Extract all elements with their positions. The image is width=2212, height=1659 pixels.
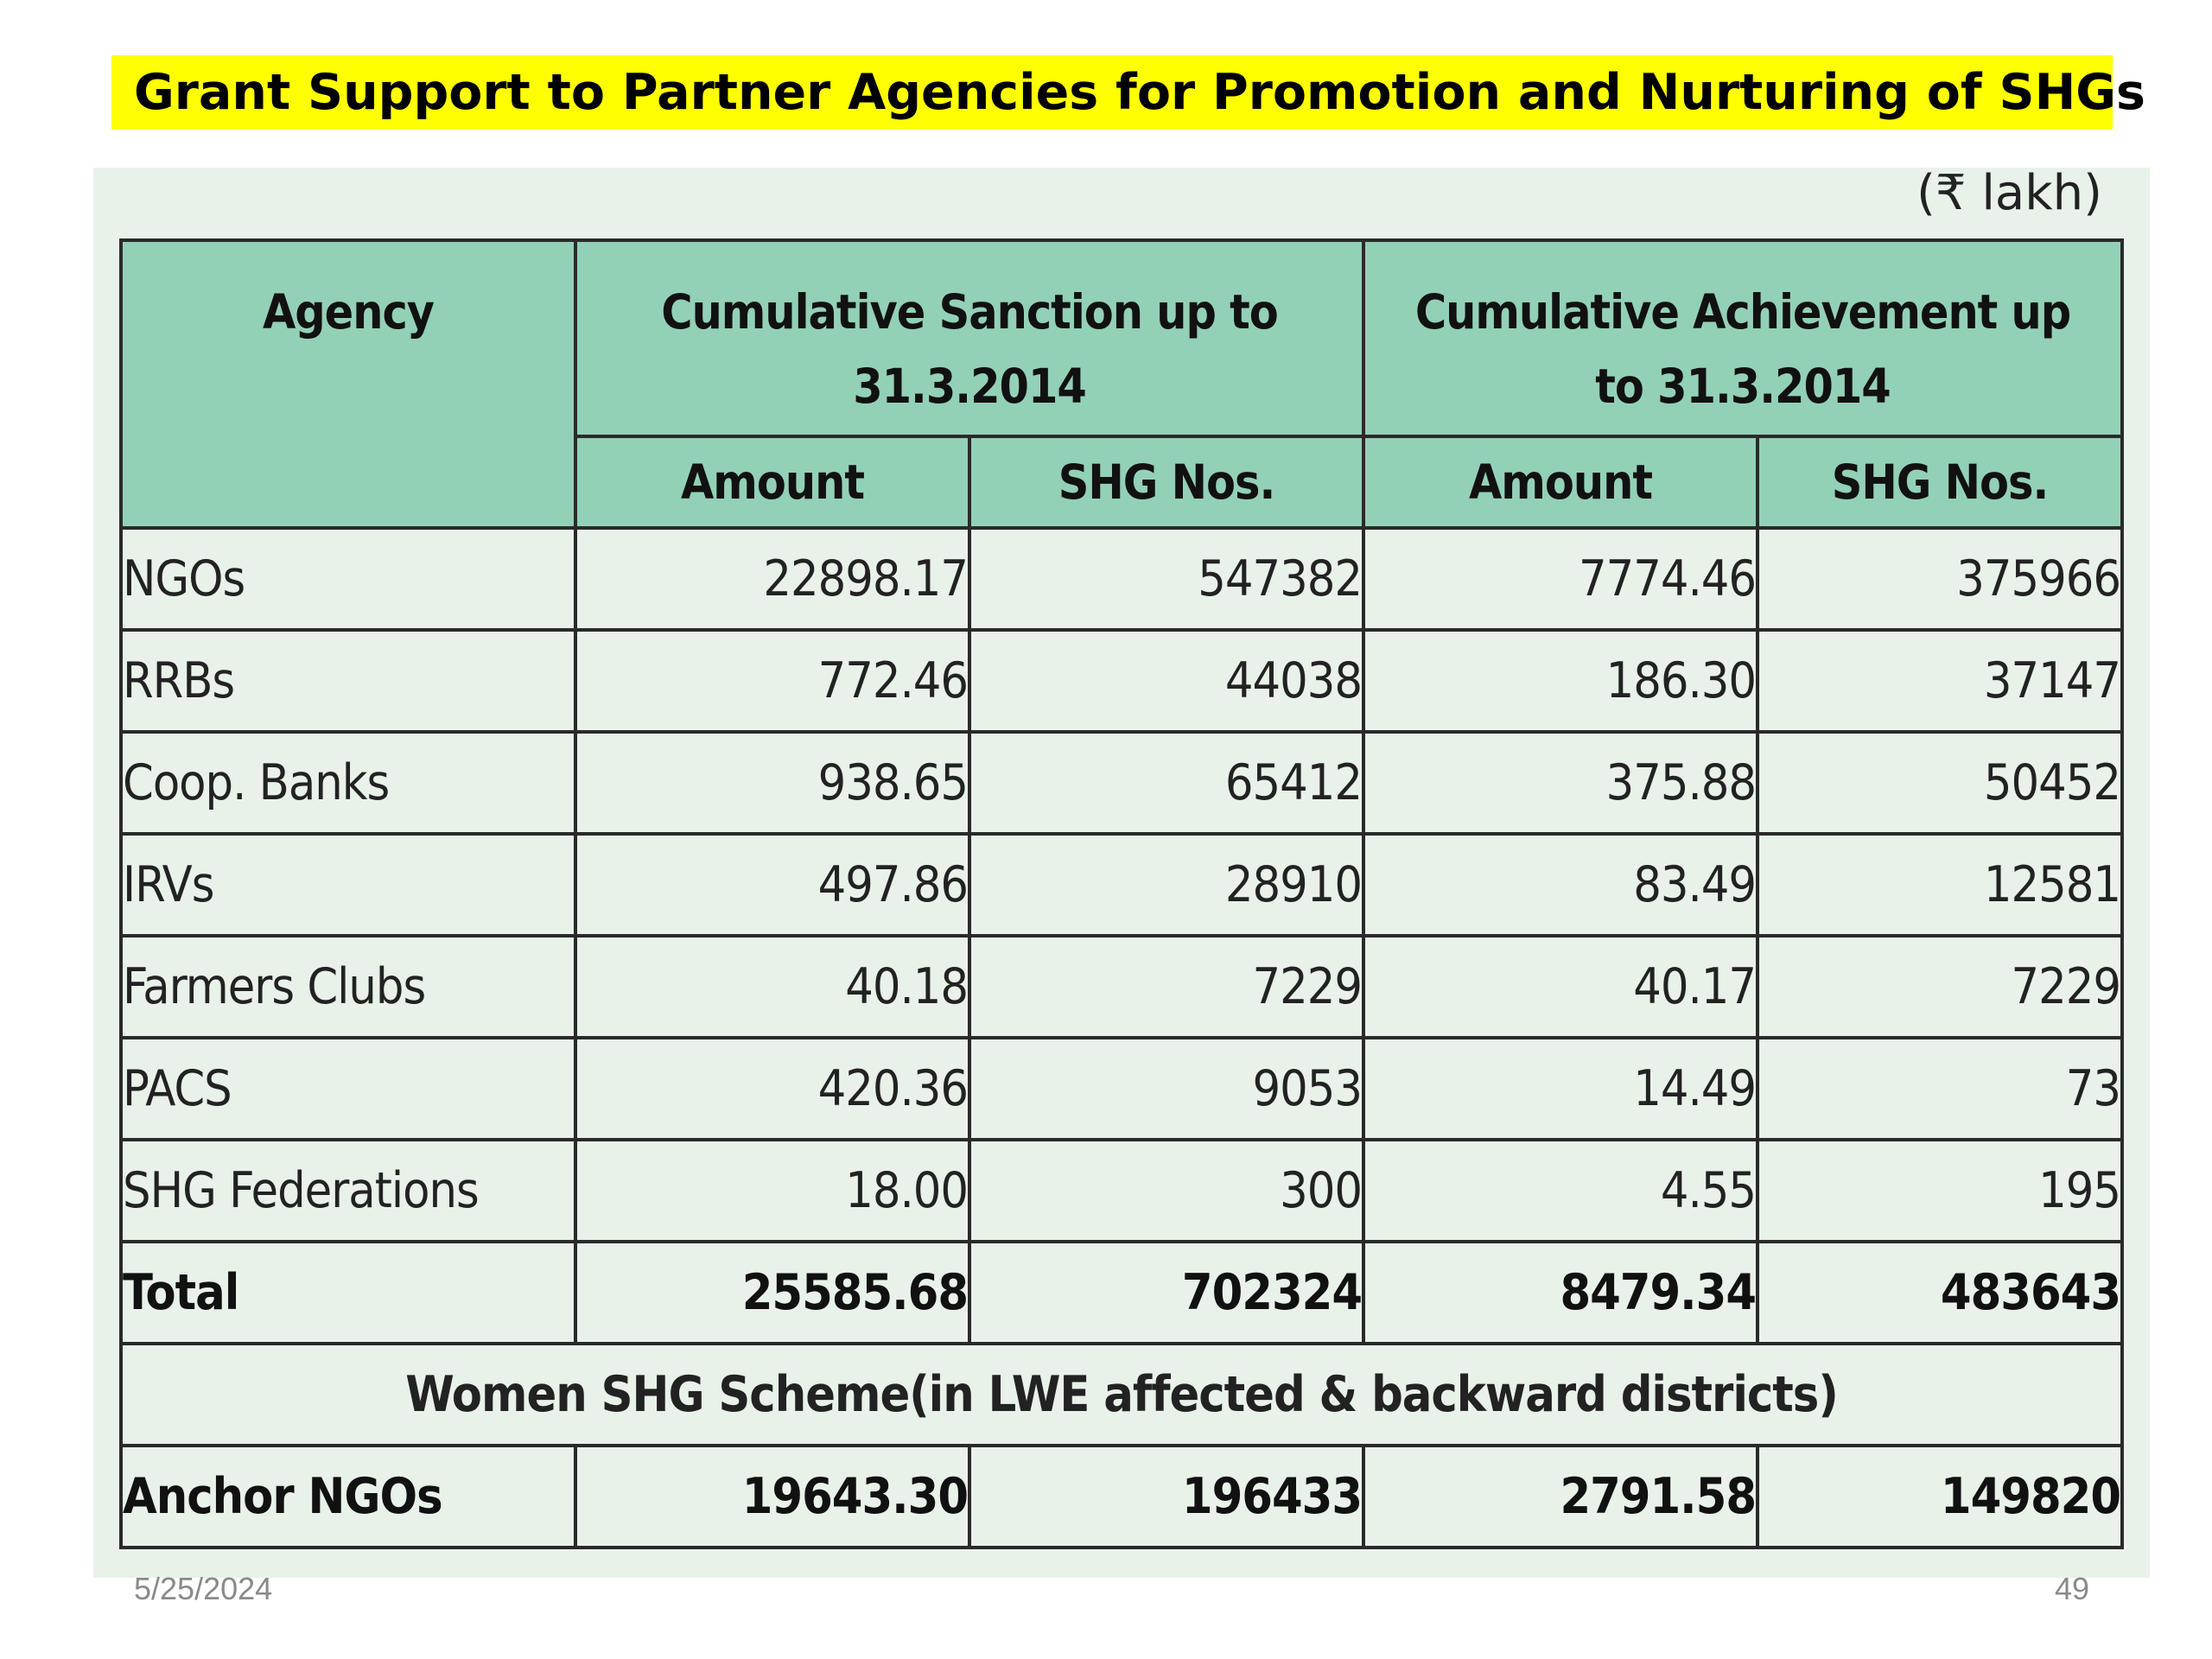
anchor-sanction-shg: 196433 (969, 1446, 1363, 1548)
achievement-amount-cell: 14.49 (1363, 1038, 1758, 1140)
sanction-shg-cell: 300 (969, 1140, 1363, 1242)
header-sanction-amount: Amount (575, 436, 969, 528)
unit-label: (₹ lakh) (1916, 165, 2102, 221)
table-row (121, 732, 2122, 834)
header-achievement-group (1363, 240, 2122, 436)
total-sanction-amount: 25585.68 (575, 1242, 969, 1344)
achievement-amount-cell: 375.88 (1363, 732, 1758, 834)
scheme-banner-row (121, 1344, 2122, 1446)
table-row (121, 1140, 2122, 1242)
achievement-amount-cell: 4.55 (1363, 1140, 1758, 1242)
sanction-amount-cell: 497.86 (575, 834, 969, 936)
table-row (121, 936, 2122, 1038)
footer-date: 5/25/2024 (134, 1571, 273, 1606)
achievement-shg-cell: 375966 (1758, 528, 2122, 630)
sanction-shg-cell: 65412 (969, 732, 1363, 834)
table-row (121, 834, 2122, 936)
achievement-shg-cell: 73 (1758, 1038, 2122, 1140)
sanction-shg-cell: 547382 (969, 528, 1363, 630)
sanction-amount-cell: 420.36 (575, 1038, 969, 1140)
header-agency: Agency (121, 240, 575, 528)
sanction-amount-cell: 772.46 (575, 630, 969, 732)
scheme-banner: Women SHG Scheme(in LWE affected & backward districts) (121, 1344, 2122, 1446)
grant-table (119, 238, 2124, 1549)
agency-cell: NGOs (121, 528, 575, 630)
achievement-amount-cell: 83.49 (1363, 834, 1758, 936)
header-achievement-text: Cumulative Achievement up to 31.3.2014 (1414, 284, 2071, 414)
sanction-amount-cell: 938.65 (575, 732, 969, 834)
agency-cell: IRVs (121, 834, 575, 936)
header-sanction-shg: SHG Nos. (969, 436, 1363, 528)
sanction-shg-cell: 44038 (969, 630, 1363, 732)
agency-cell: Farmers Clubs (121, 936, 575, 1038)
achievement-shg-cell: 50452 (1758, 732, 2122, 834)
agency-cell: RRBs (121, 630, 575, 732)
sanction-amount-cell: 18.00 (575, 1140, 969, 1242)
anchor-achievement-shg: 149820 (1758, 1446, 2122, 1548)
anchor-sanction-amount: 19643.30 (575, 1446, 969, 1548)
header-sanction-group (575, 240, 1363, 436)
sanction-amount-cell: 40.18 (575, 936, 969, 1038)
achievement-amount-cell: 40.17 (1363, 936, 1758, 1038)
page-number: 49 (2055, 1571, 2090, 1606)
achievement-amount-cell: 186.30 (1363, 630, 1758, 732)
sanction-shg-cell: 9053 (969, 1038, 1363, 1140)
sanction-amount-cell: 22898.17 (575, 528, 969, 630)
achievement-amount-cell: 7774.46 (1363, 528, 1758, 630)
achievement-shg-cell: 7229 (1758, 936, 2122, 1038)
achievement-shg-cell: 195 (1758, 1140, 2122, 1242)
total-sanction-shg: 702324 (969, 1242, 1363, 1344)
total-achievement-shg: 483643 (1758, 1242, 2122, 1344)
table-row (121, 1038, 2122, 1140)
total-label: Total (121, 1242, 575, 1344)
total-row (121, 1242, 2122, 1344)
total-achievement-amount: 8479.34 (1363, 1242, 1758, 1344)
header-achievement-shg: SHG Nos. (1758, 436, 2122, 528)
anchor-label: Anchor NGOs (121, 1446, 575, 1548)
table-row (121, 528, 2122, 630)
achievement-shg-cell: 37147 (1758, 630, 2122, 732)
achievement-shg-cell: 12581 (1758, 834, 2122, 936)
agency-cell: Coop. Banks (121, 732, 575, 834)
agency-cell: SHG Federations (121, 1140, 575, 1242)
header-achievement-amount: Amount (1363, 436, 1758, 528)
slide-title: Grant Support to Partner Agencies for Promotion and Nurturing of SHGs (111, 55, 2113, 130)
sanction-shg-cell: 7229 (969, 936, 1363, 1038)
anchor-achievement-amount: 2791.58 (1363, 1446, 1758, 1548)
agency-cell: PACS (121, 1038, 575, 1140)
header-sanction-text: Cumulative Sanction up to 31.3.2014 (661, 284, 1278, 414)
table-row (121, 630, 2122, 732)
sanction-shg-cell: 28910 (969, 834, 1363, 936)
anchor-row (121, 1446, 2122, 1548)
table-panel (93, 165, 2150, 1578)
